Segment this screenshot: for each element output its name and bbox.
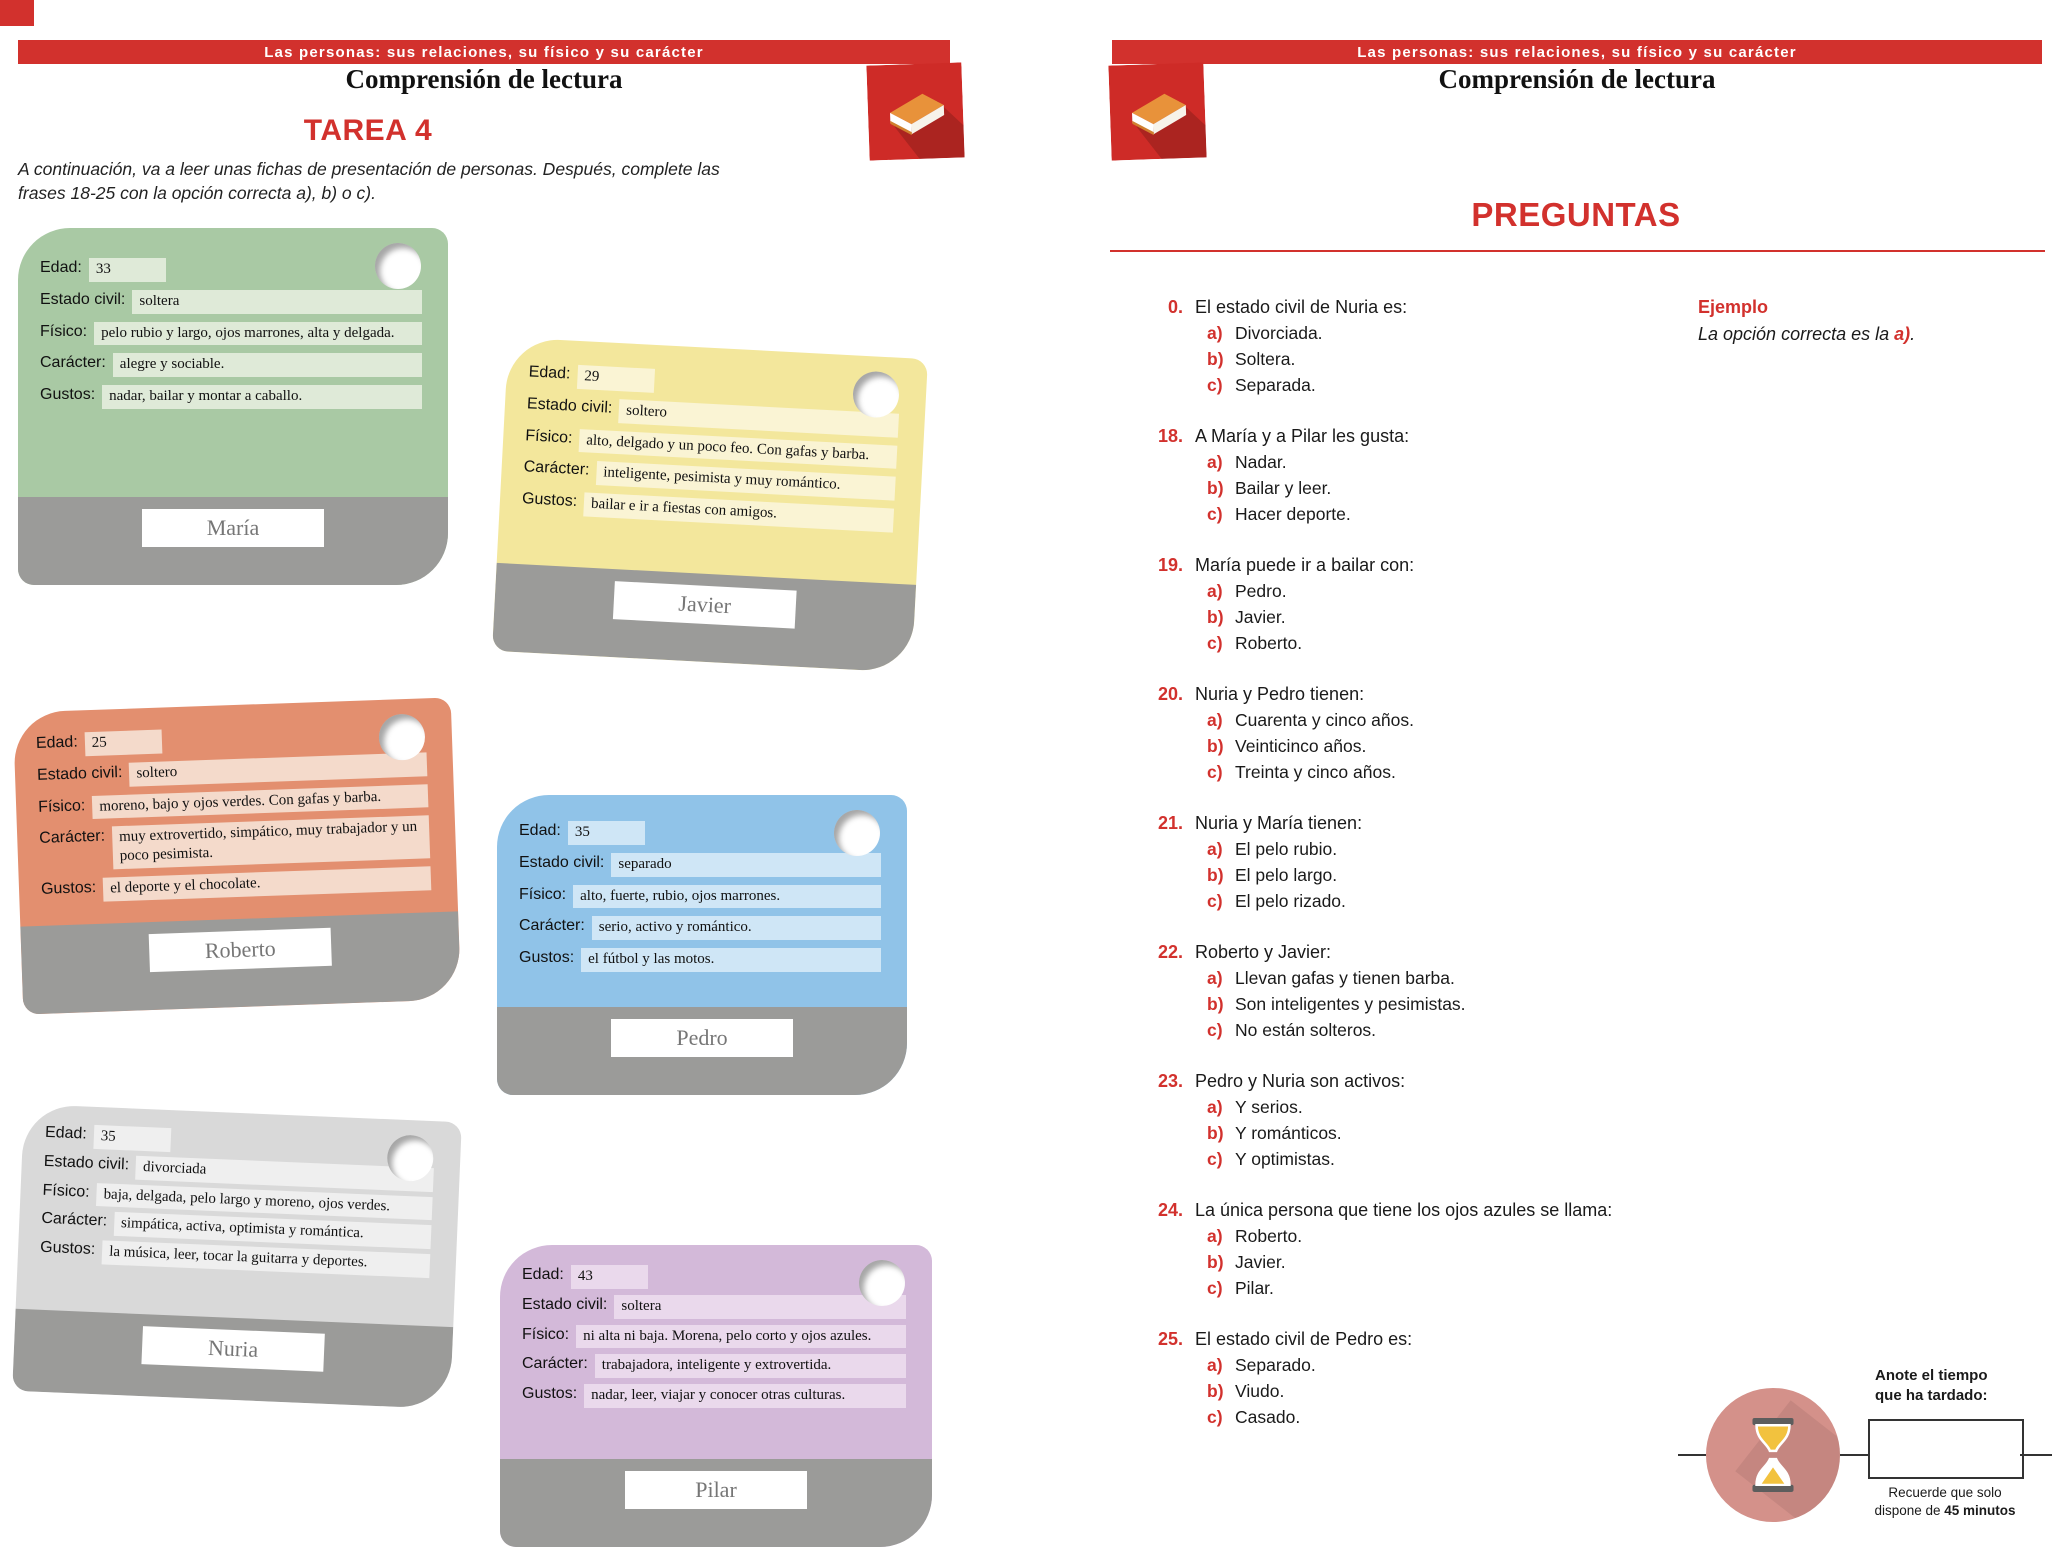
option-letter: c) <box>1207 633 1223 653</box>
field-label-edad: Edad: <box>528 363 571 383</box>
option-letter: c) <box>1207 891 1223 911</box>
card-footer <box>20 911 461 1014</box>
option-text: Roberto. <box>1235 1226 1303 1246</box>
field-label-caracter: Carácter: <box>41 1210 108 1230</box>
option-text: Llevan gafas y tienen barba. <box>1235 968 1455 988</box>
field-label-caracter: Carácter: <box>40 354 106 372</box>
option-text: Soltera. <box>1235 349 1296 369</box>
field-label-caracter: Carácter: <box>522 1355 588 1373</box>
timer-note-line1: Recuerde que solo <box>1888 1485 2002 1500</box>
hole-punch-icon <box>375 243 421 289</box>
person-card-javier <box>492 337 928 673</box>
option-c <box>1207 1404 1693 1430</box>
option-letter: a) <box>1207 323 1223 343</box>
question-number: 0. <box>1167 297 1183 317</box>
option-c <box>1207 888 1693 914</box>
field-label-caracter: Carácter: <box>523 458 590 479</box>
option-a <box>1207 578 1693 604</box>
question-22 <box>1133 939 1693 1043</box>
hourglass-icon <box>1706 1388 1840 1522</box>
book-icon <box>1108 62 1206 160</box>
task-instructions: A continuación, va a leer unas fichas de presentación de personas. Después, complete las frases 18-25 con la opción correcta a), b) o c). <box>18 159 720 203</box>
timer-note-line2 <box>1850 1502 2040 1520</box>
option-letter: c) <box>1207 1278 1223 1298</box>
field-value-gustos: el fútbol y las motos. <box>581 948 881 972</box>
field-label-estado: Estado civil: <box>40 290 126 308</box>
option-letter: a) <box>1207 1355 1223 1375</box>
question-20 <box>1133 681 1693 785</box>
option-b <box>1207 862 1693 888</box>
card-footer <box>497 1007 907 1095</box>
option-text: Separada. <box>1235 375 1316 395</box>
option-text: Veinticinco años. <box>1235 736 1367 756</box>
field-value-estado: soltero <box>129 752 427 786</box>
option-b <box>1207 1378 1693 1404</box>
field-label-gustos: Gustos: <box>519 949 575 966</box>
field-label-fisico: Físico: <box>42 1181 91 1201</box>
question-number: 18. <box>1157 426 1183 446</box>
field-label-fisico: Físico: <box>40 322 88 340</box>
question-text: El estado civil de Nuria es: <box>1195 297 1408 317</box>
timer-label-line2: que ha tardado: <box>1875 1386 1988 1404</box>
timer-note <box>1850 1484 2040 1519</box>
option-c <box>1207 501 1693 527</box>
option-text: Javier. <box>1235 607 1286 627</box>
option-text: Hacer deporte. <box>1235 504 1351 524</box>
option-letter: c) <box>1207 375 1223 395</box>
option-text: Pedro. <box>1235 581 1287 601</box>
question-text: El estado civil de Pedro es: <box>1195 1329 1413 1349</box>
timer-note-prefix: dispone de <box>1874 1502 1945 1518</box>
question-text: La única persona que tiene los ojos azules se llama: <box>1195 1200 1613 1220</box>
field-label-edad: Edad: <box>40 259 82 276</box>
timer-note-bold: 45 minutos <box>1944 1502 2016 1518</box>
option-text: Y románticos. <box>1235 1123 1342 1143</box>
option-letter: b) <box>1207 478 1224 498</box>
option-text: Son inteligentes y pesimistas. <box>1235 994 1466 1014</box>
field-value-gustos: nadar, bailar y montar a caballo. <box>102 385 422 409</box>
field-value-edad: 33 <box>89 258 166 282</box>
question-options <box>1207 320 1693 398</box>
field-value-gustos: bailar e ir a fiestas con amigos. <box>583 492 894 532</box>
questions-list <box>1133 294 1693 1455</box>
question-24 <box>1133 1197 1693 1301</box>
field-label-estado: Estado civil: <box>526 395 613 417</box>
field-label-fisico: Físico: <box>519 885 567 903</box>
option-a <box>1207 836 1693 862</box>
field-label-estado: Estado civil: <box>36 763 123 784</box>
option-b <box>1207 475 1693 501</box>
question-23 <box>1133 1068 1693 1172</box>
field-label-gustos: Gustos: <box>522 1385 578 1402</box>
field-label-fisico: Físico: <box>522 1325 570 1343</box>
field-value-fisico: alto, fuerte, rubio, ojos marrones. <box>573 885 881 909</box>
option-letter: b) <box>1207 1123 1224 1143</box>
option-letter: a) <box>1207 839 1223 859</box>
option-c <box>1207 1275 1693 1301</box>
name-plate: Pedro <box>611 1019 793 1057</box>
example-heading: Ejemplo <box>1698 297 1769 317</box>
option-text: El pelo largo. <box>1235 865 1338 885</box>
option-letter: c) <box>1207 504 1223 524</box>
option-a <box>1207 1352 1693 1378</box>
field-value-fisico: alto, delgado y un poco feo. Con gafas y barba. <box>579 429 898 469</box>
question-21 <box>1133 810 1693 914</box>
option-letter: a) <box>1207 710 1223 730</box>
question-text: Roberto y Javier: <box>1195 942 1332 962</box>
option-text: Treinta y cinco años. <box>1235 762 1396 782</box>
option-b <box>1207 991 1693 1017</box>
name-plate: Nuria <box>141 1326 324 1372</box>
name-plate: María <box>142 509 324 547</box>
question-number: 22. <box>1157 942 1183 962</box>
card-footer <box>12 1309 453 1409</box>
field-value-estado: divorciada <box>136 1155 434 1191</box>
right-banner <box>1112 40 2042 64</box>
option-text: Roberto. <box>1235 633 1303 653</box>
field-label-edad: Edad: <box>519 822 561 839</box>
example-box <box>1698 294 2028 348</box>
option-letter: a) <box>1207 1097 1223 1117</box>
field-value-edad: 35 <box>568 821 645 845</box>
task-title: TAREA 4 <box>303 114 433 147</box>
question-text: A María y a Pilar les gusta: <box>1195 426 1410 446</box>
option-a <box>1207 1094 1693 1120</box>
book-icon <box>866 62 964 160</box>
option-text: Viudo. <box>1235 1381 1285 1401</box>
field-value-gustos: nadar, leer, viajar y conocer otras culturas. <box>584 1384 906 1408</box>
option-a <box>1207 1223 1693 1249</box>
option-text: Bailar y leer. <box>1235 478 1332 498</box>
timer-line-right <box>2020 1454 2052 1456</box>
example-suffix: . <box>1910 324 1916 344</box>
option-c <box>1207 1146 1693 1172</box>
option-text: Javier. <box>1235 1252 1286 1272</box>
option-letter: a) <box>1207 452 1223 472</box>
field-label-gustos: Gustos: <box>39 1238 96 1259</box>
timer-label <box>1875 1366 2060 1406</box>
option-letter: b) <box>1207 1381 1224 1401</box>
option-text: Separado. <box>1235 1355 1316 1375</box>
option-b <box>1207 346 1693 372</box>
question-options <box>1207 965 1693 1043</box>
preguntas-title: PREGUNTAS <box>1471 196 1681 233</box>
field-value-gustos: el deporte y el chocolate. <box>103 866 431 901</box>
field-value-gustos: la música, leer, tocar la guitarra y deportes. <box>102 1240 431 1277</box>
option-text: El pelo rubio. <box>1235 839 1338 859</box>
option-b <box>1207 1249 1693 1275</box>
option-b <box>1207 1120 1693 1146</box>
option-text: El pelo rizado. <box>1235 891 1346 911</box>
question-text: Pedro y Nuria son activos: <box>1195 1071 1406 1091</box>
field-label-edad: Edad: <box>44 1123 88 1143</box>
field-value-edad: 35 <box>93 1125 171 1152</box>
field-value-fisico: baja, delgada, pelo largo y moreno, ojos verdes. <box>96 1183 433 1221</box>
person-card-roberto <box>13 697 461 1014</box>
question-19 <box>1133 552 1693 656</box>
question-options <box>1207 1223 1693 1301</box>
card-fields <box>499 337 928 533</box>
person-card-pedro <box>497 795 907 1095</box>
option-b <box>1207 604 1693 630</box>
option-letter: a) <box>1207 581 1223 601</box>
option-letter: a) <box>1207 1226 1223 1246</box>
option-a <box>1207 965 1693 991</box>
field-label-fisico: Físico: <box>524 426 573 447</box>
question-number: 23. <box>1157 1071 1183 1091</box>
field-value-edad: 43 <box>571 1265 648 1289</box>
question-number: 19. <box>1157 555 1183 575</box>
field-label-gustos: Gustos: <box>40 386 96 403</box>
field-label-caracter: Carácter: <box>519 917 585 935</box>
option-a <box>1207 320 1693 346</box>
card-footer <box>18 497 448 585</box>
left-subtitle: Comprensión de lectura <box>345 64 623 94</box>
option-letter: b) <box>1207 994 1224 1014</box>
field-value-fisico: moreno, bajo y ojos verdes. Con gafas y barba. <box>92 784 428 819</box>
question-options <box>1207 836 1693 914</box>
field-value-caracter: alegre y sociable. <box>113 353 422 377</box>
question-18 <box>1133 423 1693 527</box>
field-value-fisico: pelo rubio y largo, ojos marrones, alta y delgada. <box>94 322 422 346</box>
option-text: Nadar. <box>1235 452 1287 472</box>
question-number: 20. <box>1157 684 1183 704</box>
timer-label-line1: Anote el tiempo <box>1875 1367 1988 1384</box>
field-label-edad: Edad: <box>35 733 79 752</box>
card-fields <box>18 1104 462 1279</box>
card-footer <box>500 1459 932 1547</box>
question-options <box>1207 707 1693 785</box>
time-input-box[interactable] <box>1868 1419 2024 1479</box>
person-card-maria <box>18 228 448 585</box>
option-a <box>1207 707 1693 733</box>
option-c <box>1207 1017 1693 1043</box>
left-banner-text: Las personas: sus relaciones, su físico y su carácter <box>264 43 704 61</box>
option-a <box>1207 449 1693 475</box>
option-text: Cuarenta y cinco años. <box>1235 710 1414 730</box>
option-text: No están solteros. <box>1235 1020 1377 1040</box>
option-letter: b) <box>1207 736 1224 756</box>
name-plate: Javier <box>613 581 797 628</box>
question-text: Nuria y Pedro tienen: <box>1195 684 1365 704</box>
field-value-caracter: trabajadora, inteligente y extrovertida. <box>595 1354 906 1378</box>
field-value-caracter: simpática, activa, optimista y romántica. <box>114 1212 432 1249</box>
question-text: Nuria y María tienen: <box>1195 813 1363 833</box>
option-letter: b) <box>1207 1252 1224 1272</box>
option-c <box>1207 372 1693 398</box>
field-value-estado: soltera <box>614 1295 906 1319</box>
option-text: Pilar. <box>1235 1278 1274 1298</box>
option-letter: c) <box>1207 762 1223 782</box>
option-text: Divorciada. <box>1235 323 1323 343</box>
right-subtitle: Comprensión de lectura <box>1438 64 1716 94</box>
left-banner <box>18 40 950 64</box>
option-c <box>1207 759 1693 785</box>
question-options <box>1207 449 1693 527</box>
field-value-caracter: muy extrovertido, simpático, muy trabajador y un poco pesimista. <box>112 816 430 870</box>
option-letter: b) <box>1207 865 1224 885</box>
field-label-estado: Estado civil: <box>519 853 605 871</box>
option-letter: c) <box>1207 1149 1223 1169</box>
field-label-fisico: Físico: <box>37 796 86 816</box>
field-label-gustos: Gustos: <box>521 490 578 511</box>
question-number: 21. <box>1157 813 1183 833</box>
field-value-estado: separado <box>611 853 881 877</box>
example-answer: a) <box>1894 324 1911 344</box>
field-value-estado: soltera <box>132 290 422 314</box>
field-value-edad: 25 <box>84 730 162 756</box>
option-text: Y optimistas. <box>1235 1149 1335 1169</box>
preguntas-rule <box>1110 250 2045 252</box>
field-label-gustos: Gustos: <box>40 878 97 898</box>
question-25 <box>1133 1326 1693 1430</box>
timer-line-left <box>1678 1454 1706 1456</box>
field-label-estado: Estado civil: <box>43 1152 130 1174</box>
option-text: Y serios. <box>1235 1097 1303 1117</box>
question-options <box>1207 1094 1693 1172</box>
page-right <box>1030 0 2060 1547</box>
question-options <box>1207 578 1693 656</box>
question-number: 24. <box>1157 1200 1183 1220</box>
option-letter: a) <box>1207 968 1223 988</box>
field-value-fisico: ni alta ni baja. Morena, pelo corto y ojos azules. <box>576 1325 906 1349</box>
field-label-edad: Edad: <box>522 1266 564 1283</box>
name-plate: Pilar <box>625 1471 807 1509</box>
question-number: 25. <box>1157 1329 1183 1349</box>
option-c <box>1207 630 1693 656</box>
question-text: María puede ir a bailar con: <box>1195 555 1415 575</box>
question-options <box>1207 1352 1693 1430</box>
example-text <box>1698 321 2028 348</box>
corner-tab <box>0 0 34 26</box>
timer-line-mid <box>1840 1454 1868 1456</box>
question-0 <box>1133 294 1693 398</box>
hole-punch-icon <box>834 810 880 856</box>
option-letter: b) <box>1207 607 1224 627</box>
name-plate: Roberto <box>149 928 332 972</box>
right-banner-text: Las personas: sus relaciones, su físico y su carácter <box>1357 43 1797 61</box>
person-card-nuria <box>12 1104 462 1409</box>
hole-punch-icon <box>859 1260 905 1306</box>
option-letter: b) <box>1207 349 1224 369</box>
option-letter: c) <box>1207 1020 1223 1040</box>
option-letter: c) <box>1207 1407 1223 1427</box>
option-text: Casado. <box>1235 1407 1301 1427</box>
field-label-estado: Estado civil: <box>522 1295 608 1313</box>
field-value-edad: 29 <box>577 365 655 393</box>
field-value-estado: soltero <box>619 399 899 437</box>
field-label-caracter: Carácter: <box>38 827 106 848</box>
field-value-caracter: serio, activo y romántico. <box>592 916 881 940</box>
person-card-pilar <box>500 1245 932 1547</box>
field-value-caracter: inteligente, pesimista y muy romántico. <box>596 461 896 500</box>
example-text-prefix: La opción correcta es la <box>1698 324 1895 344</box>
card-footer <box>492 563 916 673</box>
option-b <box>1207 733 1693 759</box>
